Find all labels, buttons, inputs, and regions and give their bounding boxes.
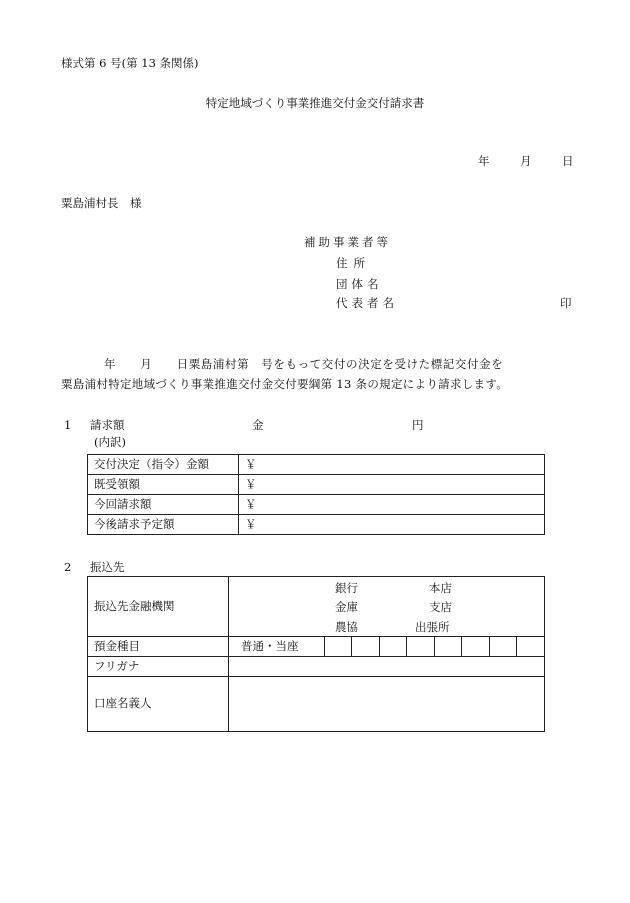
bank-name-cell[interactable] — [228, 577, 544, 637]
addressee: 粟島浦村長 様 — [61, 196, 142, 210]
holder-value-cell[interactable] — [228, 677, 544, 732]
account-digit-cell[interactable] — [352, 637, 380, 657]
date-month: 月 — [520, 154, 532, 168]
date-day: 日 — [562, 154, 574, 168]
furigana-value-cell[interactable] — [228, 657, 544, 677]
seal-mark: 印 — [560, 296, 572, 310]
breakdown-label-cell: 交付決定（指令）金額 — [88, 455, 239, 475]
bank-type-nokyo: 農協 — [334, 620, 358, 634]
breakdown-value-cell[interactable]: ￥ — [239, 515, 545, 535]
table-row — [88, 637, 545, 657]
breakdown-label-cell: 今後請求予定額 — [88, 515, 239, 535]
bank-type-ginko: 銀行 — [334, 581, 358, 595]
table-row — [88, 455, 545, 475]
table-row — [88, 475, 545, 495]
account-digit-cell[interactable] — [379, 637, 407, 657]
breakdown-label-cell: 今回請求額 — [88, 495, 239, 515]
bank-type-kinko: 金庫 — [334, 600, 358, 614]
table-row — [88, 515, 545, 535]
section1-yen: 円 — [412, 418, 424, 432]
bank-label-cell: 振込先金融機関 — [88, 577, 229, 637]
account-digit-cell[interactable] — [517, 637, 545, 657]
account-digit-cell[interactable] — [489, 637, 517, 657]
branch-type-honten: 本店 — [428, 581, 452, 595]
applicant-representative: 代表者名 — [336, 296, 398, 310]
section1-number: 1 — [64, 418, 72, 432]
branch-type-shiten: 支店 — [428, 600, 452, 614]
account-digit-cell[interactable] — [324, 637, 352, 657]
applicant-label: 補助事業者等 — [304, 235, 391, 249]
section2-number: 2 — [64, 560, 72, 574]
applicant-address: 住所 — [336, 256, 371, 270]
breakdown-table — [87, 454, 545, 535]
branch-type-shutchojo: 出張所 — [414, 620, 450, 634]
account-type-value-cell[interactable]: 普通・当座 — [228, 637, 324, 657]
breakdown-value-cell[interactable]: ￥ — [239, 455, 545, 475]
account-type-label-cell: 預金種目 — [88, 637, 229, 657]
account-digit-cell[interactable] — [462, 637, 490, 657]
body-line-2: 粟島浦村特定地域づくり事業推進交付金交付要綱第 13 条の規定により請求します。 — [61, 377, 509, 391]
date-year: 年 — [478, 154, 490, 168]
holder-label-cell: 口座名義人 — [88, 677, 229, 732]
breakdown-value-cell[interactable]: ￥ — [239, 495, 545, 515]
section1-kin: 金 — [252, 418, 264, 432]
applicant-organization: 団体名 — [336, 277, 383, 291]
form-number: 様式第 6 号(第 13 条関係) — [61, 56, 199, 70]
breakdown-label-cell: 既受領額 — [88, 475, 239, 495]
table-row — [88, 495, 545, 515]
breakdown-label: (内訳) — [94, 435, 126, 449]
furigana-label-cell: フリガナ — [88, 657, 229, 677]
table-row — [88, 677, 545, 732]
section2-label: 振込先 — [90, 560, 125, 574]
account-digit-cell[interactable] — [407, 637, 435, 657]
breakdown-value-cell[interactable]: ￥ — [239, 475, 545, 495]
table-row — [88, 657, 545, 677]
section1-label: 請求額 — [90, 418, 125, 432]
table-row — [88, 577, 545, 637]
document-title: 特定地域づくり事業推進交付金交付請求書 — [205, 96, 425, 110]
bank-table — [87, 576, 545, 732]
body-line-1: 年 月 日粟島浦村第 号をもって交付の決定を受けた標記交付金を — [104, 357, 504, 371]
account-digit-cell[interactable] — [434, 637, 462, 657]
